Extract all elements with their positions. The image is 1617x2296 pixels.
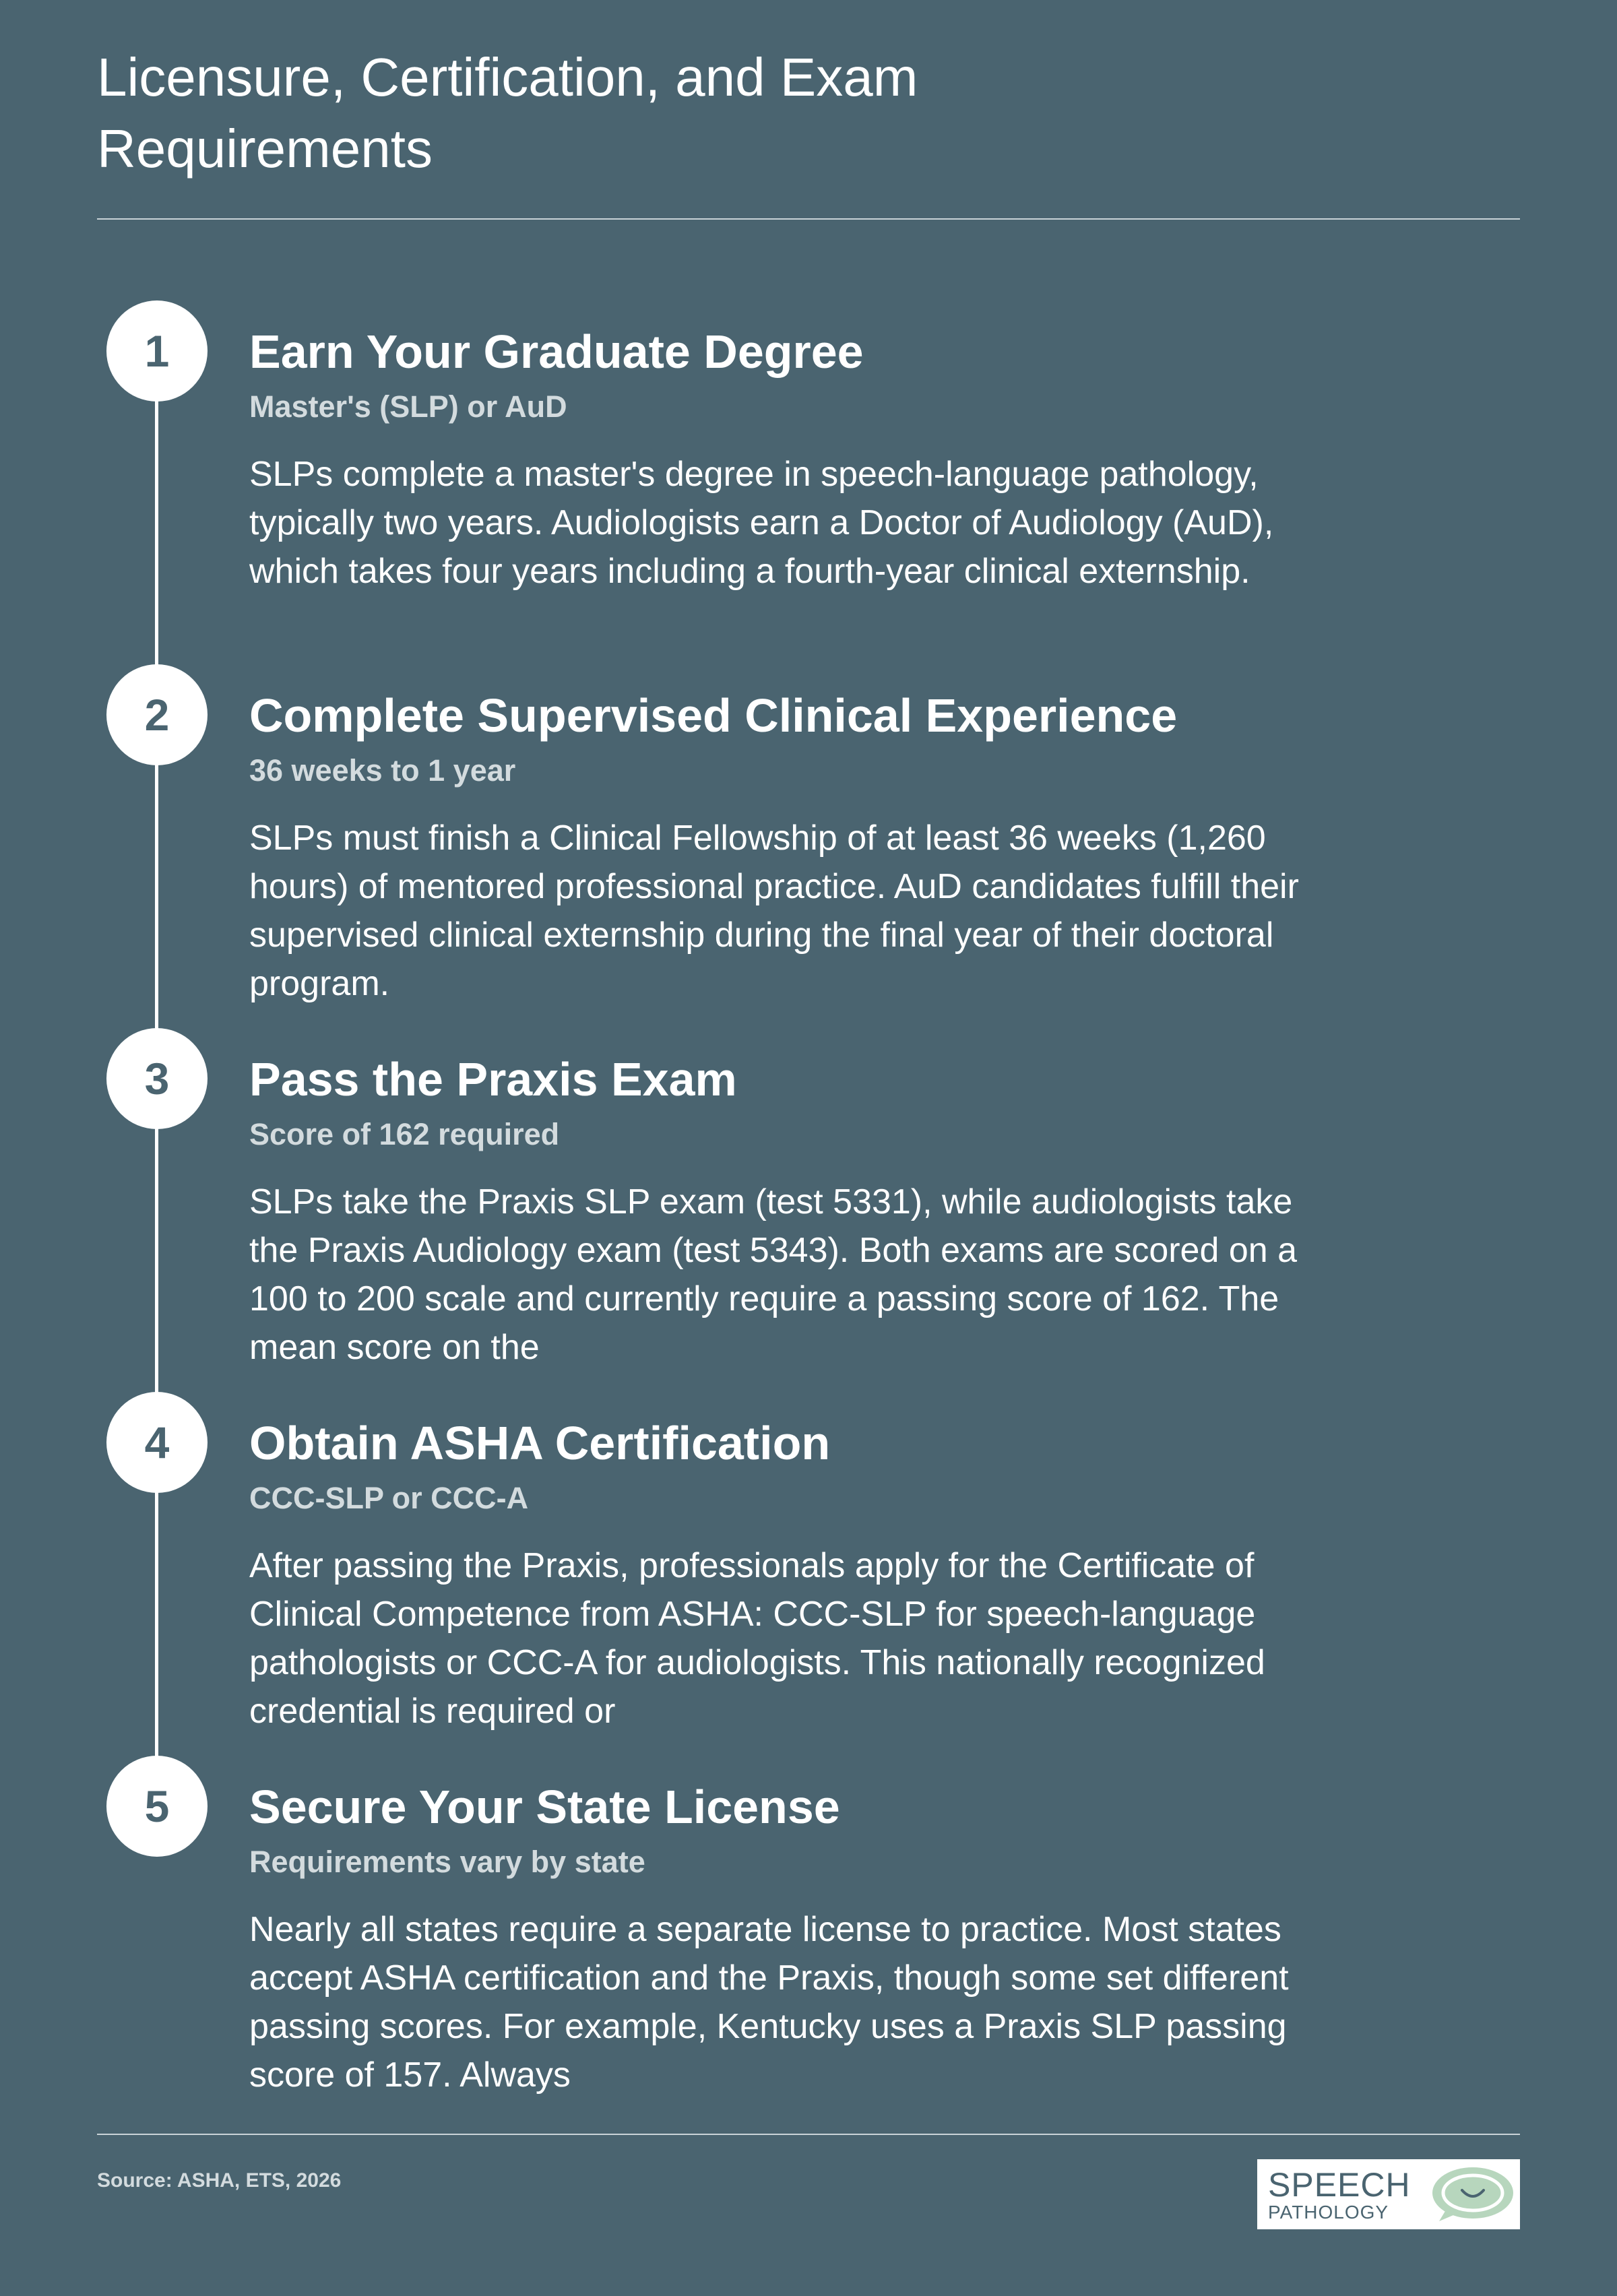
step-subtitle: Requirements vary by state xyxy=(249,1845,645,1879)
step-subtitle: 36 weeks to 1 year xyxy=(249,753,516,788)
step-subtitle: CCC-SLP or CCC-A xyxy=(249,1481,529,1515)
speech-bubble-icon xyxy=(1415,2163,1516,2225)
step-number-badge: 5 xyxy=(106,1756,208,1857)
footer-divider xyxy=(97,2134,1520,2135)
step-description: SLPs must finish a Clinical Fellowship of at least 36 weeks (1,260 hours) of mentored professional practice. AuD candidates fulfill their supervised clinical externship during the final year of their doctoral program. xyxy=(249,819,1299,1003)
step-number-badge: 1 xyxy=(106,300,208,402)
step-number-badge: 2 xyxy=(106,664,208,765)
logo-wordmark-line1: SPEECH xyxy=(1268,2166,1411,2204)
source-caption: Source: ASHA, ETS, 2026 xyxy=(97,2169,342,2192)
step-title: Earn Your Graduate Degree xyxy=(249,325,864,378)
step-number-badge: 4 xyxy=(106,1392,208,1493)
step-description: SLPs take the Praxis SLP exam (test 5331), while audiologists take the Praxis Audiology exam (test 5343). Both exams are scored on a 100 to 200 scale and currently require a passing score of 162. The mean score on the xyxy=(249,1182,1298,1367)
logo-wordmark-line2: PATHOLOGY xyxy=(1268,2202,1389,2223)
step-subtitle: Master's (SLP) or AuD xyxy=(249,389,567,424)
step-title: Obtain ASHA Certification xyxy=(249,1417,831,1469)
step-title: Pass the Praxis Exam xyxy=(249,1053,737,1106)
step-title: Complete Supervised Clinical Experience xyxy=(249,689,1178,742)
page-title: Licensure, Certification, and Exam Requirements xyxy=(97,47,918,179)
step-number-badge: 3 xyxy=(106,1028,208,1129)
step-description: Nearly all states require a separate license to practice. Most states accept ASHA certification and the Praxis, though some set different passing scores. For example, Kentucky uses a Praxis SLP passing score of 157. Always xyxy=(249,1910,1289,2095)
header-divider xyxy=(97,218,1520,220)
step-subtitle: Score of 162 required xyxy=(249,1117,560,1151)
speech-pathology-logo xyxy=(1257,2159,1520,2229)
step-description: After passing the Praxis, professionals apply for the Certificate of Clinical Competence from ASHA: CCC-SLP for speech-language pathologists or CCC-A for audiologists. This nationally recognized credential is required or xyxy=(249,1546,1265,1731)
step-description: SLPs complete a master's degree in speech-language pathology, typically two years. Audiologists earn a Doctor of Audiology (AuD), which takes four years including a fourth-year clinical externship. xyxy=(249,455,1274,591)
step-title: Secure Your State License xyxy=(249,1781,840,1833)
